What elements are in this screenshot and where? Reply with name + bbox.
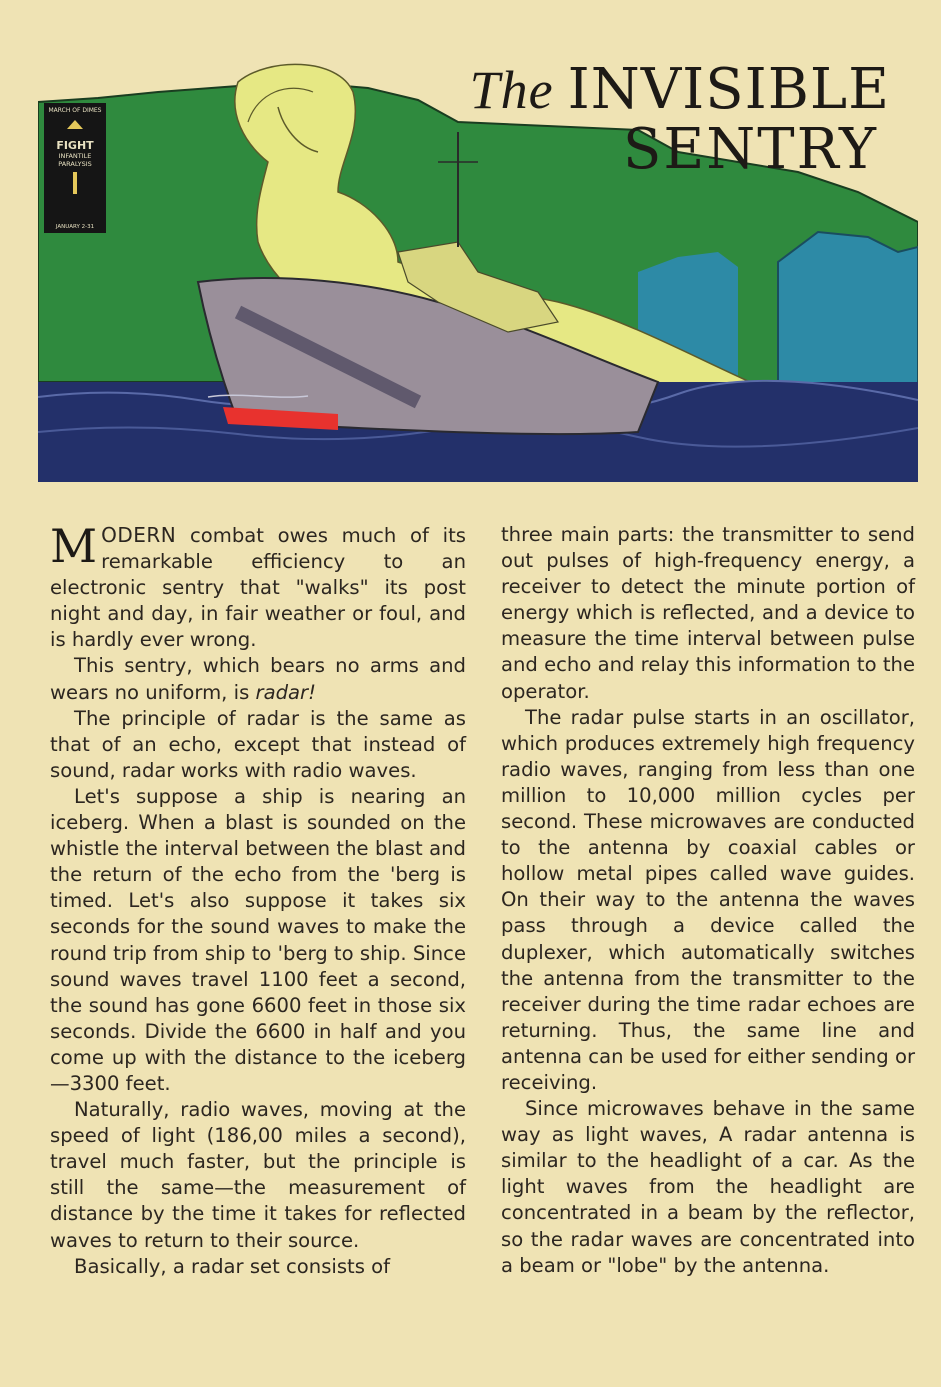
paragraph-2 — [50, 653, 466, 705]
lead-word: ODERN — [101, 523, 177, 547]
paragraph-1-text: combat owes much of its remarkable efficiency to an electronic sentry that "walks" its post night and day, in fair weather or foul, and is hardly ever wrong. — [50, 524, 466, 652]
paragraph-3: The principle of radar is the same as that of an echo, except that instead of sound, radar works with radio waves. — [50, 706, 466, 782]
march-of-dimes-stamp — [44, 103, 106, 233]
stamp-line1: INFANTILE — [58, 152, 92, 160]
stamp-date: JANUARY 2-31 — [55, 224, 95, 230]
stamp-fight-text: FIGHT — [56, 139, 94, 152]
paragraph-7: The radar pulse starts in an oscillator, which produces extremely high frequency radio waves, ranging from less than one million to 10,000 million cycles per second. These microwaves are conducted to the antenna by coaxial cables or hollow metal pipes called wave guides. On their way to the antenna the waves pass through a device called the duplexer, which automatically switches the antenna from the transmitter to the receiver during the time radar echoes are returning. Thus, the same line and antenna can be used for either sending or receiving. — [501, 705, 915, 1094]
stamp-line2: PARALYSIS — [58, 160, 92, 168]
paragraph-8: Since microwaves behave in the same way as light waves, A radar antenna is similar to the headlight of a car. As the light waves from the headlight are concentrated in a beam by the reflector, so the radar waves are concentrated into a beam or "lobe" by the antenna. — [501, 1097, 915, 1277]
up-arrow-icon — [67, 120, 83, 129]
paragraph-6: Basically, a radar set consists of — [74, 1254, 391, 1278]
page-title — [420, 57, 890, 182]
paragraph-4: Let's suppose a ship is nearing an iceberg. When a blast is sounded on the whistle the interval between the blast and the return of the echo from the 'berg is timed. Let's also suppose it takes six seconds for the sound waves to make the round trip from ship to 'berg to ship. Since sound waves travel 1100 feet a second, the sound has gone 6600 feet in those six seconds. Divide the 6600 in half and you come up with the distance to the iceberg—3300 feet. — [50, 784, 466, 1095]
left-column — [50, 519, 466, 1280]
paragraph-5: Naturally, radio waves, moving at the speed of light (186,00 miles a second), travel much faster, but the principle is still the same—the measurement of distance by the time it takes for reflected waves to return to their source. — [50, 1098, 466, 1252]
stamp-top-text: MARCH OF DIMES — [48, 107, 102, 114]
right-column — [501, 522, 915, 1279]
paragraph-2-emphasis: radar! — [255, 680, 316, 704]
title-line-1 — [420, 57, 890, 122]
title-sentry: SENTRY — [622, 117, 878, 182]
paragraph-2-text: This sentry, which bears no arms and wears no uniform, is — [50, 654, 466, 704]
paragraph-6-continued: three main parts: the transmitter to send out pulses of high-frequency energy, a receiver to detect the minute portion of energy which is reflected, and a device to measure the time interval between pulse and echo and relay this information to the operator. — [501, 523, 915, 703]
title-the: The — [469, 60, 554, 120]
down-bar-icon — [73, 172, 77, 194]
drop-cap: M — [50, 519, 98, 573]
paragraph-1 — [50, 519, 466, 653]
teal-cliff-right — [778, 232, 918, 392]
title-invisible: INVISIBLE — [567, 57, 890, 122]
